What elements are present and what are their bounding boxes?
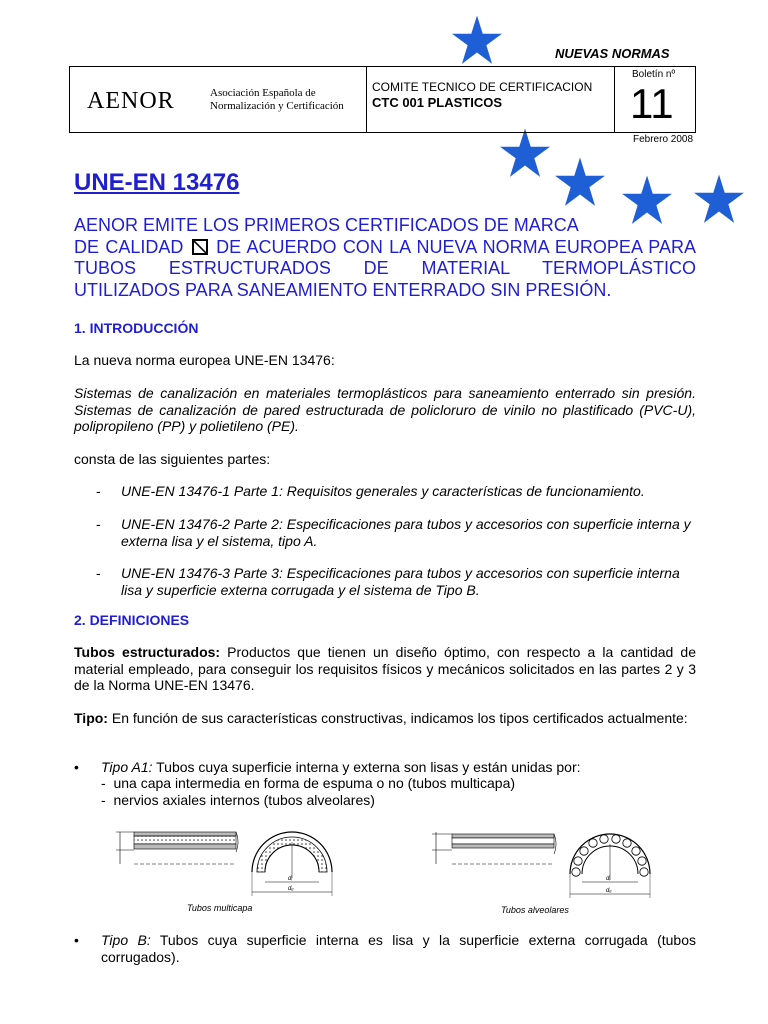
sub-list-text: nervios axiales internos (tubos alveolares): [113, 792, 375, 808]
outer-diameter-label: dₑ: [606, 888, 612, 894]
list-dash: -: [101, 775, 106, 791]
sub-list-text: una capa intermedia en forma de espuma o no (tubos multicapa): [113, 775, 516, 791]
sub-list-item: [101, 792, 375, 809]
headline-line: UTILIZADOS PARA SANEAMIENTO ENTERRADO SIN PRESIÓN.: [74, 279, 612, 300]
figure-caption: Tubos alveolares: [501, 905, 569, 915]
definition-text: Productos que tienen un diseño óptimo, con respecto a la cantidad de material empleado, para conseguir los requisitos físicos y mecánicos solicitados en las partes 2 y 3 de la Norma UNE-EN 13476.: [74, 644, 696, 693]
bulletin-number: 11: [630, 80, 674, 127]
list-item-text: UNE-EN 13476-2 Parte 2: Especificaciones para tubos y accesorios con superficie interna y externa lisa y el sistema, tipo A.: [121, 516, 691, 549]
figure-caption: Tubos multicapa: [187, 903, 253, 913]
list-dash: -: [101, 792, 106, 808]
bulletin-label: Boletín nº: [632, 69, 676, 80]
aenor-logo: AENOR: [87, 88, 175, 114]
type-label: Tipo A1:: [101, 759, 153, 775]
bullet-item: [74, 759, 696, 776]
list-item: [96, 565, 696, 598]
headline-line: [74, 237, 696, 259]
star-icon-2: [499, 127, 551, 179]
headline-text: DE ACUERDO CON LA NUEVA NORMA EUROPEA PARA: [216, 236, 696, 257]
org-full-name: [210, 87, 344, 113]
list-item-text: UNE-EN 13476-3 Parte 3: Especificaciones para tubos y accesorios con superficie interna lisa y superficie externa corrugada y el sistema de Tipo B.: [121, 565, 680, 598]
definition-paragraph: [74, 710, 696, 727]
list-dash: -: [96, 516, 101, 532]
org-full-name-line: Asociación Española de: [210, 87, 316, 99]
list-dash: -: [96, 565, 101, 581]
list-item-text: UNE-EN 13476-1 Parte 1: Requisitos generales y características de funcionamiento.: [121, 483, 645, 499]
headline-line: TUBOS ESTRUCTURADOS DE MATERIAL TERMOPLÁSTICO: [74, 258, 696, 278]
header-box: [69, 66, 696, 133]
headline-line: AENOR EMITE LOS PRIMEROS CERTIFICADOS DE MARCA: [74, 215, 579, 235]
bullet-item: [74, 932, 696, 965]
type-description: Tubos cuya superficie interna y externa son lisas y están unidas por:: [152, 759, 581, 775]
headline: [74, 215, 696, 301]
definition-term: Tubos estructurados:: [74, 644, 221, 660]
star-icon-3: [554, 156, 606, 208]
inner-diameter-label: dᵢ: [606, 876, 611, 882]
outer-diameter-label: dₑ: [288, 886, 294, 892]
parts-intro: consta de las siguientes partes:: [74, 451, 271, 467]
list-item: [96, 516, 696, 549]
norm-title: Sistemas de canalización en materiales termoplásticos para saneamiento enterrado sin presión. Sistemas de canalización de pared estructurada de policloruro de vinilo no plastificado (PVC-U), polipropileno (PP) y polietileno (PE).: [74, 385, 696, 434]
star-icon-5: [693, 173, 745, 225]
list-dash: -: [96, 483, 101, 499]
star-icon-1: [451, 14, 503, 66]
sub-list-item: [101, 775, 515, 792]
quality-mark-icon: [192, 239, 208, 255]
bullet-icon: •: [74, 759, 79, 775]
bullet-text: [74, 759, 696, 776]
bullet-icon: •: [74, 932, 79, 948]
section-heading: 1. INTRODUCCIÓN: [74, 320, 199, 336]
section-heading: 2. DEFINICIONES: [74, 612, 190, 628]
intro-text: La nueva norma europea UNE-EN 13476:: [74, 352, 335, 368]
bulletin-date: Febrero 2008: [633, 134, 694, 145]
list-item: [96, 483, 696, 500]
committee-name: COMITE TECNICO DE CERTIFICACION: [372, 80, 593, 94]
multicapa-pipe-diagram: [112, 822, 342, 904]
header-divider: [614, 67, 615, 132]
header-divider: [366, 67, 367, 132]
committee-code: CTC 001 PLASTICOS: [372, 95, 503, 110]
org-full-name-line: Normalización y Certificación: [210, 100, 344, 112]
definition-paragraph: [74, 644, 696, 694]
definition-term: Tipo:: [74, 710, 108, 726]
headline-text: DE CALIDAD: [74, 236, 184, 257]
page-title: UNE-EN 13476: [74, 169, 240, 196]
alveolar-pipe-diagram: [428, 822, 658, 904]
type-label: Tipo B:: [101, 932, 151, 948]
inner-diameter-label: dᵢ: [288, 876, 293, 882]
definition-text: En función de sus características constructivas, indicamos los tipos certificados actualmente:: [107, 710, 688, 726]
type-description: Tubos cuya superficie interna es lisa y la superficie externa corrugada (tubos corrugados).: [101, 932, 696, 965]
series-label: NUEVAS NORMAS: [555, 46, 670, 61]
bullet-text: [74, 932, 696, 965]
